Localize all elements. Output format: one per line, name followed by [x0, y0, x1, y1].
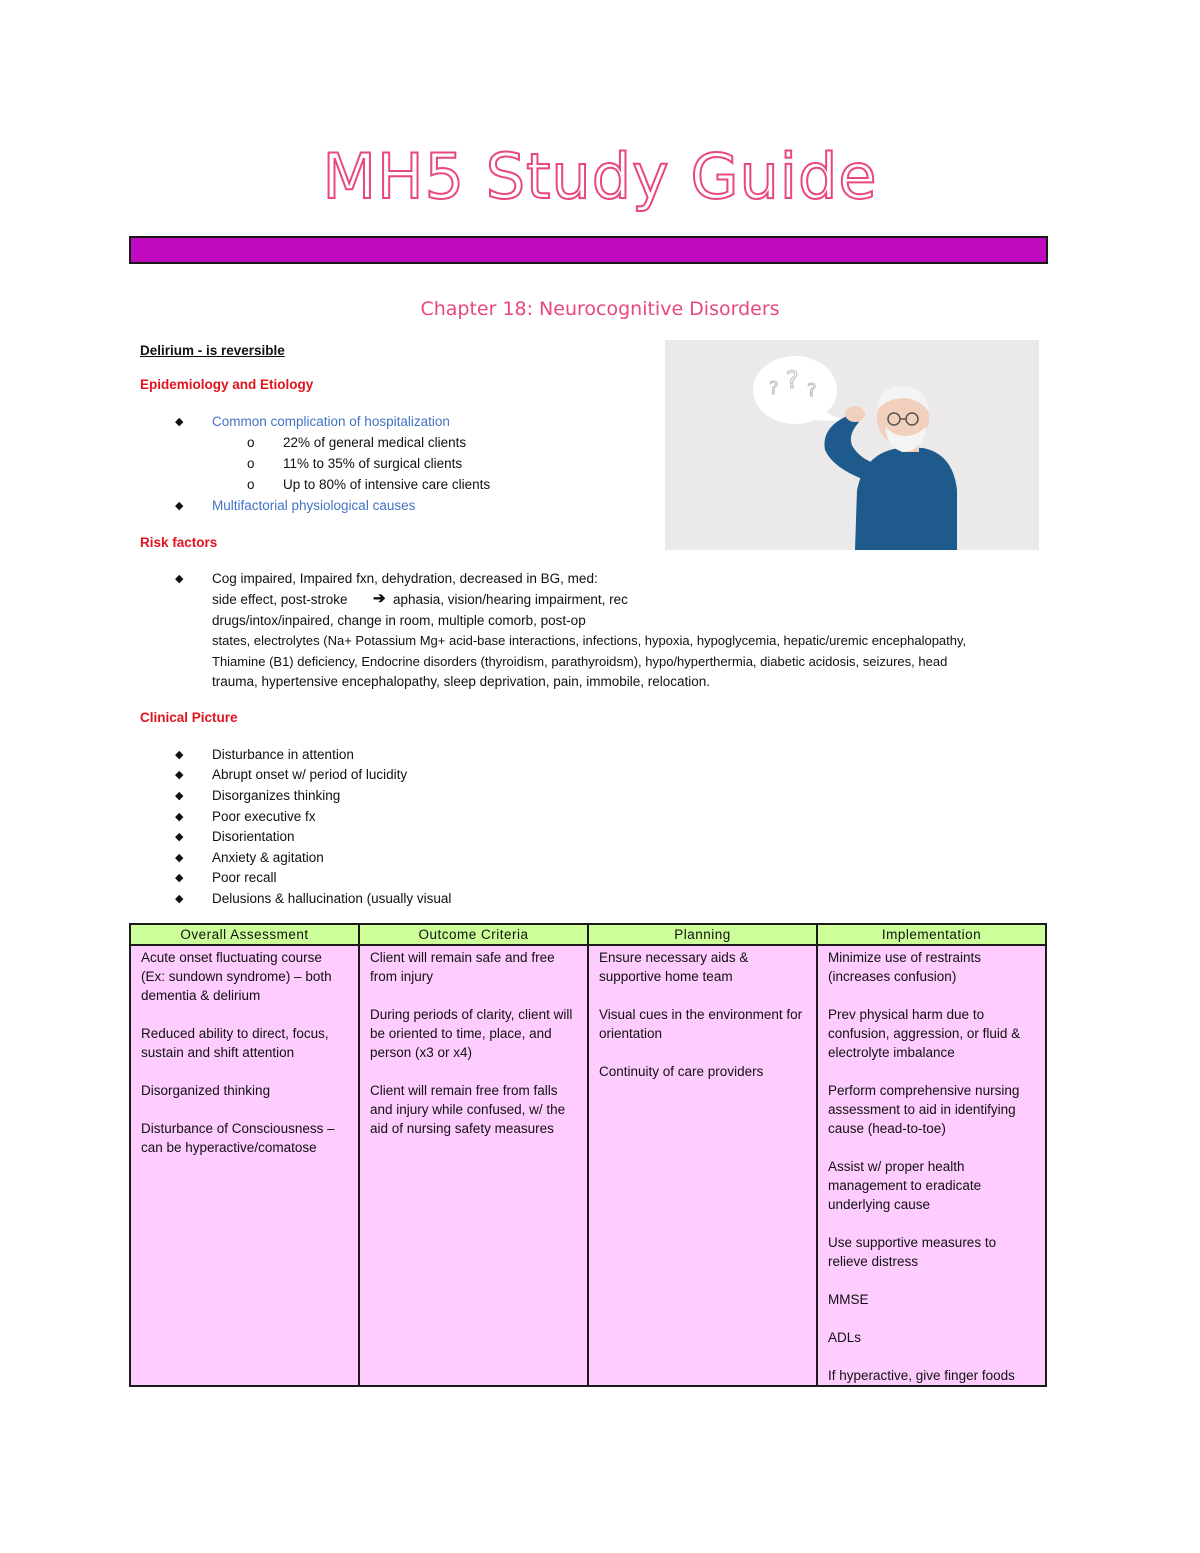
bullet-icon: ◆: [175, 500, 184, 512]
risk-factors-line: Thiamine (B1) deficiency, Endocrine disorders (thyroidism, parathyroidsm), hypo/hyperthermia, diabetic acidosis, seizures, head: [212, 654, 948, 669]
bullet-icon: ◆: [175, 872, 184, 884]
risk-factors-line: Cog impaired, Impaired fxn, dehydration, decreased in BG, med:: [212, 571, 598, 586]
bullet-icon: ◆: [175, 769, 184, 781]
bullet-icon: ◆: [175, 416, 184, 428]
outcome-criteria-cell: [359, 945, 588, 1386]
clinical-picture-item: Abrupt onset w/ period of lucidity: [212, 767, 408, 782]
epidemiology-subitem: 22% of general medical clients: [283, 435, 467, 450]
clinical-picture-item: Poor recall: [212, 870, 277, 885]
epidemiology-subitem: 11% to 35% of surgical clients: [283, 456, 463, 471]
cell-entry: Use supportive measures to relieve distress: [828, 1235, 997, 1269]
chapter-heading: Chapter 18: Neurocognitive Disorders: [420, 298, 780, 320]
overall-assessment-cell: [130, 945, 359, 1386]
epidemiology-heading: Epidemiology and Etiology: [140, 377, 314, 392]
cell-entry: Continuity of care providers: [599, 1064, 764, 1079]
table-row: [130, 945, 1046, 1386]
cell-entry: Assist w/ proper health management to eradicate underlying cause: [828, 1159, 982, 1212]
bullet-icon: ◆: [175, 790, 184, 802]
clinical-picture-heading: Clinical Picture: [140, 710, 238, 725]
cell-entry: Ensure necessary aids & supportive home team: [599, 950, 749, 984]
bullet-icon: ◆: [175, 811, 184, 823]
planning-cell: [588, 945, 817, 1386]
clinical-picture-item: Delusions & hallucination (usually visual: [212, 891, 452, 906]
cell-entry: Acute onset fluctuating course (Ex: sundown syndrome) – both dementia & delirium: [141, 950, 332, 1003]
bullet-icon: ◆: [175, 573, 184, 585]
cell-entry: Disturbance of Consciousness – can be hyperactive/comatose: [141, 1121, 335, 1155]
clinical-picture-item: Disorientation: [212, 829, 295, 844]
risk-factors-heading: Risk factors: [140, 535, 218, 550]
risk-factors-line: trauma, hypertensive encephalopathy, sleep deprivation, pain, immobile, relocation.: [212, 674, 711, 689]
bullet-icon: ◆: [175, 831, 184, 843]
clinical-picture-item: Disturbance in attention: [212, 747, 354, 762]
column-header-overall-assessment: Overall Assessment: [130, 924, 359, 945]
clinical-picture-item: Poor executive fx: [212, 809, 316, 824]
cell-entry: Reduced ability to direct, focus, sustain and shift attention: [141, 1026, 329, 1060]
delirium-heading: Delirium - is reversible: [140, 343, 285, 358]
implementation-cell: [817, 945, 1046, 1386]
clinical-picture-item: Disorganizes thinking: [212, 788, 341, 803]
cell-entry: Disorganized thinking: [141, 1083, 271, 1098]
cell-entry: Perform comprehensive nursing assessment to aid in identifying cause (head-to-toe): [828, 1083, 1020, 1136]
bullet-icon: ◆: [175, 749, 184, 761]
clinical-picture-item: Anxiety & agitation: [212, 850, 324, 865]
cell-entry: During periods of clarity, client will be oriented to time, place, and person (x3 or x4): [370, 1007, 573, 1060]
svg-text:?: ?: [786, 366, 799, 394]
column-header-implementation: Implementation: [817, 924, 1046, 945]
risk-factors-line: states, electrolytes (Na+ Potassium Mg+ acid-base interactions, infections, hypoxia, hypoglycemia, hepatic/uremic encephalopathy,: [212, 633, 967, 648]
circle-bullet-icon: o: [247, 477, 255, 492]
risk-factors-line: aphasia, vision/hearing impairment, rec: [393, 592, 628, 607]
title-divider-bar: [129, 236, 1048, 264]
bullet-icon: ◆: [175, 852, 184, 864]
column-header-planning: Planning: [588, 924, 817, 945]
cell-entry: Minimize use of restraints (increases confusion): [828, 950, 982, 984]
cell-entry: MMSE: [828, 1292, 869, 1307]
epidemiology-item: Multifactorial physiological causes: [212, 498, 416, 513]
column-header-outcome-criteria: Outcome Criteria: [359, 924, 588, 945]
document-title: MH5 Study Guide: [322, 140, 878, 213]
svg-text:?: ?: [807, 380, 817, 401]
risk-factors-line: side effect, post-stroke: [212, 592, 348, 607]
right-arrow-icon: ➔: [373, 590, 386, 607]
cell-entry: Prev physical harm due to confusion, aggression, or fluid & electrolyte imbalance: [828, 1007, 1021, 1060]
table-header-row: [130, 924, 1046, 945]
epidemiology-subitem: Up to 80% of intensive care clients: [283, 477, 491, 492]
cell-entry: Visual cues in the environment for orientation: [599, 1007, 803, 1041]
confused-elderly-man-illustration: [665, 340, 1039, 550]
svg-text:?: ?: [769, 378, 779, 399]
cell-entry: ADLs: [828, 1330, 862, 1345]
circle-bullet-icon: o: [247, 456, 255, 471]
cell-entry: Client will remain safe and free from injury: [370, 950, 555, 984]
epidemiology-item: Common complication of hospitalization: [212, 414, 450, 429]
risk-factors-line: drugs/intox/inpaired, change in room, multiple comorb, post-op: [212, 613, 586, 628]
cell-entry: If hyperactive, give finger foods: [828, 1368, 1015, 1383]
nursing-care-plan-table: [129, 923, 1047, 1387]
cell-entry: Client will remain free from falls and injury while confused, w/ the aid of nursing safety measures: [370, 1083, 566, 1136]
bullet-icon: ◆: [175, 893, 184, 905]
circle-bullet-icon: o: [247, 435, 255, 450]
